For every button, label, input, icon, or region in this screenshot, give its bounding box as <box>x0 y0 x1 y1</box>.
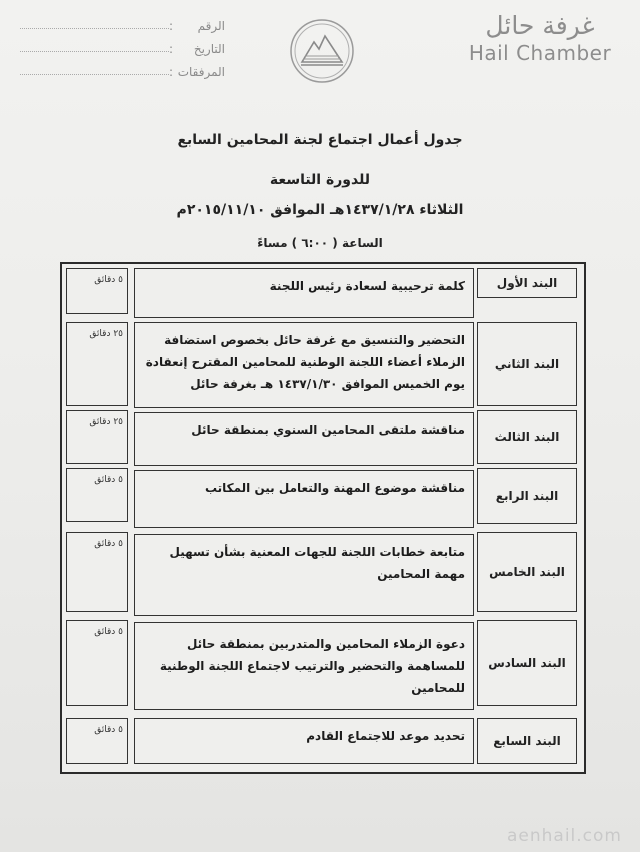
field-number: الرقم : <box>20 14 225 37</box>
agenda-item-label: البند الثاني <box>477 322 577 406</box>
site-watermark: aenhail.com <box>506 826 622 846</box>
meeting-date: الثلاثاء ١٤٣٧/١/٢٨هـ الموافق ٢٠١٥/١١/١٠م <box>176 202 464 218</box>
agenda-topic: مناقشة موضوع المهنة والتعامل بين المكاتب <box>134 470 474 528</box>
session-label: للدورة التاسعة <box>269 172 371 188</box>
agenda-item-label: البند الخامس <box>477 532 577 612</box>
agenda-item-label: البند الرابع <box>477 468 577 524</box>
field-number-line <box>20 28 169 29</box>
agenda-duration: ٥ دقائق <box>66 468 128 522</box>
brand-name-english: Hail Chamber <box>468 41 612 65</box>
agenda-table <box>60 262 586 774</box>
field-attachments-label: المرفقات <box>177 64 225 79</box>
agenda-topic: كلمة ترحيبية لسعادة رئيس اللجنة <box>134 268 474 318</box>
letterhead-fields <box>20 14 225 83</box>
agenda-item-label: البند الثالث <box>477 410 577 464</box>
agenda-duration: ٢٥ دقائق <box>66 322 128 406</box>
agenda-duration: ٢٥ دقائق <box>66 410 128 464</box>
agenda-topic: التحضير والتنسيق مع غرفة حائل بخصوص استضافة الزملاء أعضاء اللجنة الوطنية للمحامين المقترح إنعقادة يوم الخميس الموافق ١٤٣٧/١/٣٠ هـ بغرفة حائل <box>134 322 474 408</box>
brand-name-arabic: غرفة حائل <box>485 11 595 40</box>
agenda-item-label: البند السادس <box>477 620 577 706</box>
field-date: التاريخ : <box>20 37 225 60</box>
agenda-topic: تحديد موعد للاجتماع القادم <box>134 718 474 764</box>
agenda-topic: متابعة خطابات اللجنة للجهات المعنية بشأن تسهيل مهمة المحامين <box>134 534 474 616</box>
agenda-duration: ٥ دقائق <box>66 532 128 612</box>
agenda-item-label: البند الأول <box>477 268 577 298</box>
document-title: جدول أعمال اجتماع لجنة المحامين السابع <box>177 132 463 148</box>
agenda-topic: مناقشة ملتقى المحامين السنوي بمنطقة حائل <box>134 412 474 466</box>
chamber-emblem-icon <box>289 18 355 84</box>
brand-logo <box>455 12 625 66</box>
field-number-label: الرقم <box>197 18 225 33</box>
agenda-topic: دعوة الزملاء المحامين والمتدربين بمنطقة حائل للمساهمة والتحضير والترتيب لاجتماع اللجنة الوطنية للمحامين <box>134 622 474 710</box>
meeting-time: الساعة ( ٦:٠٠ ) مساءً <box>257 236 383 250</box>
field-date-line <box>20 51 169 52</box>
agenda-item-label: البند السابع <box>477 718 577 764</box>
field-attachments-line <box>20 74 169 75</box>
agenda-duration: ٥ دقائق <box>66 620 128 706</box>
agenda-duration: ٥ دقائق <box>66 268 128 314</box>
field-date-label: التاريخ <box>193 41 225 56</box>
field-attachments: المرفقات : <box>20 60 225 83</box>
agenda-duration: ٥ دقائق <box>66 718 128 764</box>
